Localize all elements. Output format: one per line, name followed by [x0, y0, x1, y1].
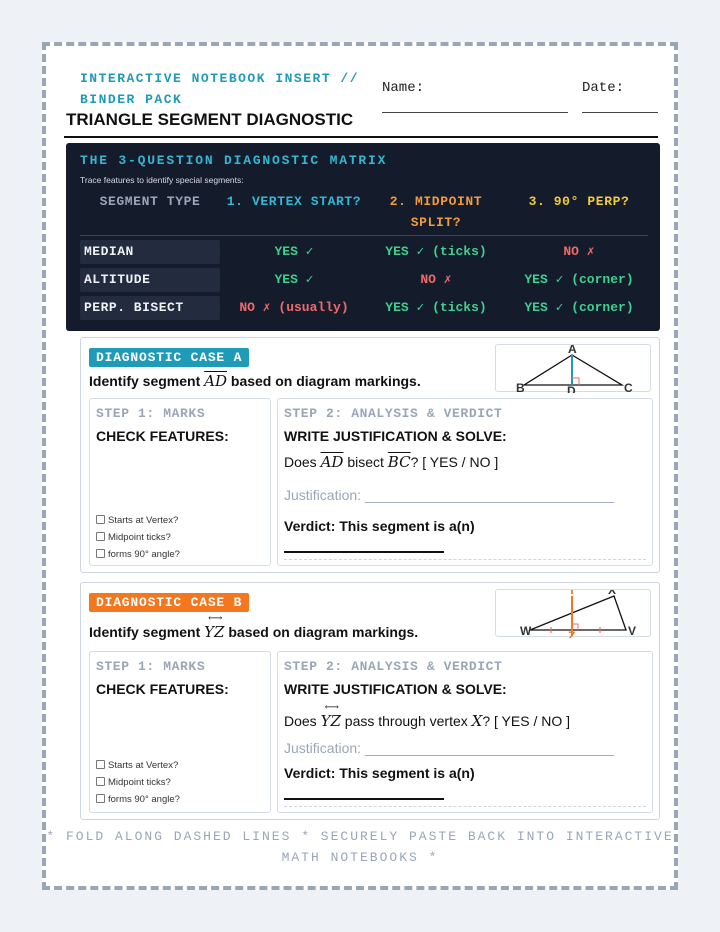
row-label-altitude: ALTITUDE: [80, 268, 220, 292]
case-b-instr-post: based on diagram markings.: [228, 624, 419, 640]
vertex-v-label: V: [628, 624, 637, 638]
case-b-instr-pre: Identify segment: [89, 624, 201, 640]
checkbox-icon[interactable]: [96, 760, 105, 769]
triangle-wxv-figure: [496, 590, 652, 638]
diagnostic-case-b: [80, 582, 660, 820]
footer-note: * FOLD ALONG DASHED LINES * SECURELY PASTE BACK INTO INTERACTIVE MATH NOTEBOOKS *: [46, 829, 674, 865]
case-a-step2-panel: [277, 398, 653, 566]
triangle-abc-figure: [496, 345, 652, 393]
case-a-verdict-label: Verdict: This segment is a(n): [284, 518, 475, 534]
point-y-label: Y: [568, 590, 577, 597]
case-b-check-90[interactable]: [96, 794, 180, 806]
check-label: Starts at Vertex?: [108, 515, 179, 526]
name-field-line[interactable]: [382, 112, 568, 113]
cell-median-perp: NO ✗: [563, 244, 595, 259]
case-a-question: [284, 453, 498, 471]
case-b-justification-field[interactable]: Justification: ________________________________: [284, 740, 615, 756]
segment-bc-ref: $\overline{BC}$: [387, 453, 411, 471]
checkbox-icon[interactable]: [96, 794, 105, 803]
case-a-step2-subheading: WRITE JUSTIFICATION & SOLVE:: [284, 428, 507, 444]
notebook-insert-sheet: [42, 42, 678, 890]
case-b-step1-subheading: CHECK FEATURES:: [96, 681, 229, 697]
insert-tag: INTERACTIVE NOTEBOOK INSERT // BINDER PACK: [80, 71, 360, 107]
line-yz-ref: [320, 702, 341, 730]
case-b-verdict-line[interactable]: [284, 798, 444, 800]
cell-altitude-vertex: YES ✓: [274, 272, 314, 287]
case-b-instruction: [89, 613, 419, 641]
row-label-perp-bisect: PERP. BISECT: [80, 296, 220, 320]
vertex-a-label: A: [568, 345, 577, 356]
yes-no-choice[interactable]: ? [ YES / NO ]: [410, 454, 499, 470]
checkbox-icon[interactable]: [96, 549, 105, 558]
cell-perp-bisect-vertex: NO ✗ (usually): [239, 300, 349, 315]
case-a-step1-panel: [89, 398, 271, 566]
yes-no-choice[interactable]: ? [ YES / NO ]: [482, 713, 571, 729]
line-arrows-icon: ⟷: [208, 613, 221, 624]
column-header-midpoint-split: 2. MIDPOINT SPLIT?: [389, 194, 483, 230]
title-divider: [64, 136, 658, 138]
case-b-check-vertex[interactable]: [96, 760, 178, 772]
case-a-step1-heading: STEP 1: MARKS: [96, 406, 206, 421]
case-b-triangle-diagram: [495, 589, 651, 637]
case-b-step2-panel: [277, 651, 653, 813]
question-mid: pass through vertex: [344, 713, 468, 729]
page-title: TRIANGLE SEGMENT DIAGNOSTIC: [66, 110, 354, 129]
segment-ad-label: $\overline{AD}$: [204, 372, 227, 390]
cell-altitude-perp: YES ✓ (corner): [524, 272, 634, 287]
matrix-subtitle: Trace features to identify special segments:: [80, 175, 244, 185]
diagnostic-matrix: [66, 143, 660, 331]
dashed-divider: [284, 559, 646, 560]
vertex-b-label: B: [516, 381, 525, 393]
check-label: Midpoint ticks?: [108, 777, 171, 788]
row-label-median: MEDIAN: [80, 240, 220, 264]
case-b-verdict-label: Verdict: This segment is a(n): [284, 765, 475, 781]
line-arrows-icon: ⟷: [324, 702, 337, 713]
case-b-badge: DIAGNOSTIC CASE B: [89, 593, 249, 612]
vertex-w-label: W: [520, 624, 532, 638]
case-b-check-midpoint[interactable]: [96, 777, 171, 789]
checkbox-icon[interactable]: [96, 777, 105, 786]
date-field-line[interactable]: [582, 112, 658, 113]
checkbox-icon[interactable]: [96, 532, 105, 541]
point-d-label: D: [567, 384, 576, 393]
line-yz-ref-text: YZ: [320, 712, 341, 730]
name-label: Name:: [382, 80, 425, 96]
case-b-step2-subheading: WRITE JUSTIFICATION & SOLVE:: [284, 681, 507, 697]
checkbox-icon[interactable]: [96, 515, 105, 524]
case-b-step1-heading: STEP 1: MARKS: [96, 659, 206, 674]
case-a-instr-pre: Identify segment: [89, 373, 201, 389]
case-a-check-midpoint[interactable]: [96, 532, 171, 544]
line-yz-text: YZ: [204, 623, 225, 641]
column-header-vertex-start: 1. VERTEX START?: [226, 194, 362, 209]
case-a-justification-field[interactable]: Justification: ________________________________: [284, 487, 615, 503]
case-a-instr-post: based on diagram markings.: [230, 373, 421, 389]
case-b-step1-panel: [89, 651, 271, 813]
dashed-divider: [284, 806, 646, 807]
case-a-instruction: [89, 372, 421, 390]
point-z-label: Z: [568, 629, 576, 638]
vertex-x-label: X: [608, 590, 617, 597]
question-pre: Does: [284, 713, 317, 729]
case-a-step2-heading: STEP 2: ANALYSIS & VERDICT: [284, 406, 503, 421]
column-header-segment-type: SEGMENT TYPE: [99, 194, 201, 209]
case-b-question: [284, 702, 571, 730]
question-mid: bisect: [347, 454, 384, 470]
check-label: Midpoint ticks?: [108, 532, 171, 543]
cell-perp-bisect-perp: YES ✓ (corner): [524, 300, 634, 315]
line-yz-label: [204, 613, 225, 641]
question-pre: Does: [284, 454, 317, 470]
check-label: forms 90° angle?: [108, 794, 180, 805]
matrix-title: THE 3-QUESTION DIAGNOSTIC MATRIX: [80, 153, 388, 168]
case-a-step1-subheading: CHECK FEATURES:: [96, 428, 229, 444]
vertex-x-ref: X: [471, 712, 483, 730]
case-a-badge: DIAGNOSTIC CASE A: [89, 348, 249, 367]
case-a-check-90[interactable]: [96, 549, 180, 561]
cell-median-midpoint: YES ✓ (ticks): [385, 244, 487, 259]
diagnostic-case-a: [80, 337, 660, 573]
date-label: Date:: [582, 80, 625, 96]
cell-median-vertex: YES ✓: [274, 244, 314, 259]
column-header-perp: 3. 90° PERP?: [528, 194, 630, 209]
cell-altitude-midpoint: NO ✗: [420, 272, 452, 287]
case-a-verdict-line[interactable]: [284, 551, 444, 553]
case-a-check-vertex[interactable]: [96, 515, 178, 527]
check-label: forms 90° angle?: [108, 549, 180, 560]
case-b-step2-heading: STEP 2: ANALYSIS & VERDICT: [284, 659, 503, 674]
vertex-c-label: C: [624, 381, 633, 393]
cell-perp-bisect-midpoint: YES ✓ (ticks): [385, 300, 487, 315]
segment-ad-ref: $\overline{AD}$: [320, 453, 344, 471]
header-row-divider: [80, 235, 648, 236]
case-a-triangle-diagram: [495, 344, 651, 392]
check-label: Starts at Vertex?: [108, 760, 179, 771]
